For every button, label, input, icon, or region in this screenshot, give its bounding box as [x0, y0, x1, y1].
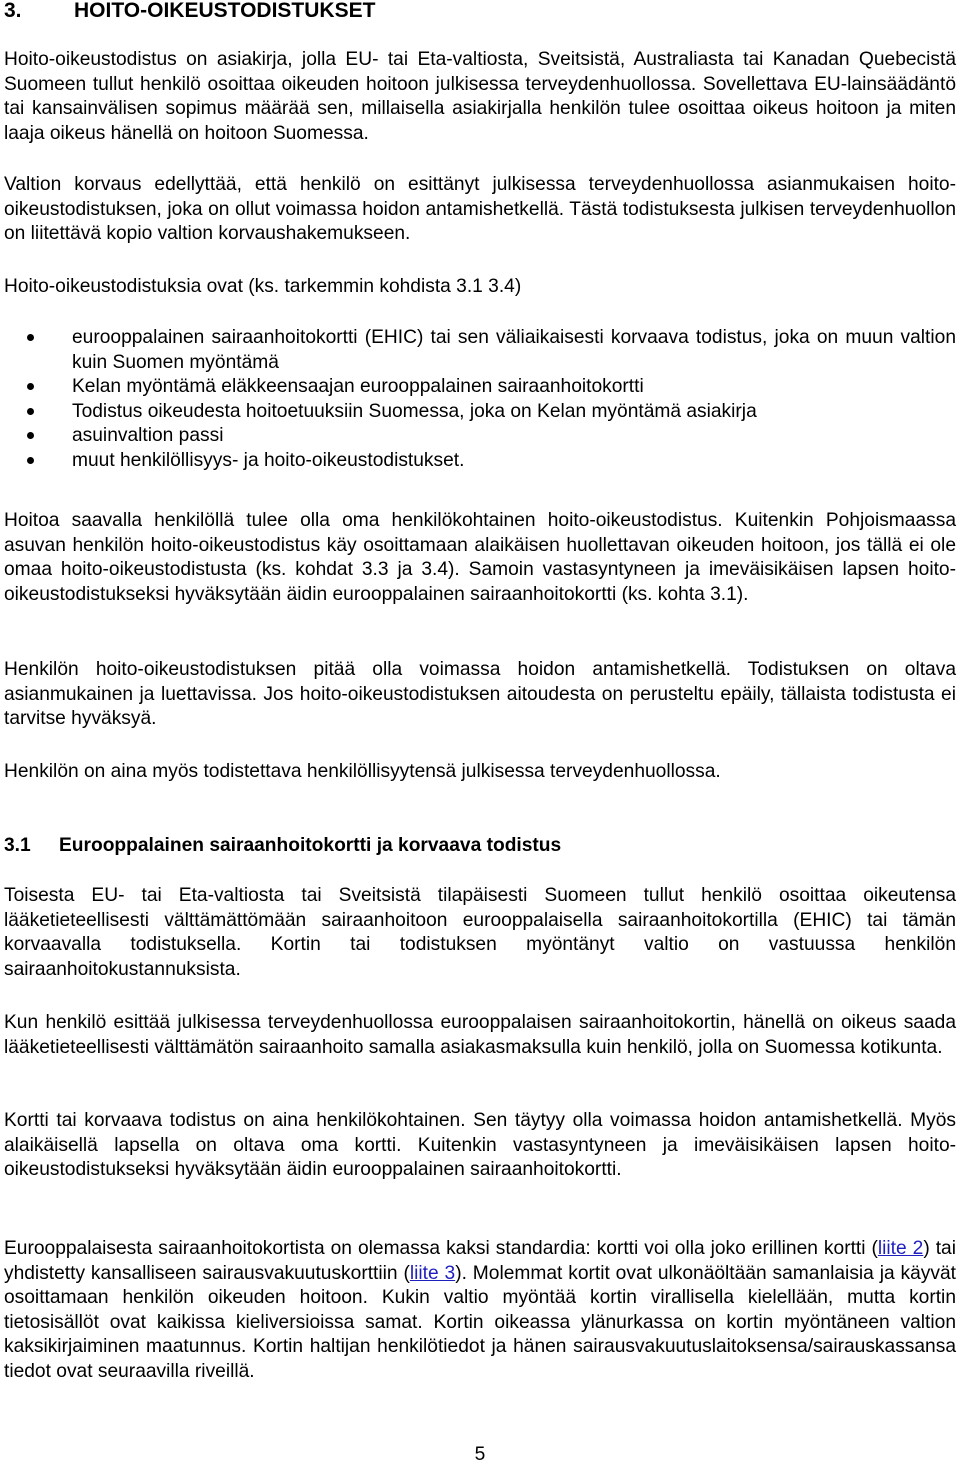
paragraph: Hoito-oikeustodistuksia ovat (ks. tarkemmin kohdista 3.1 3.4): [4, 276, 522, 297]
list-item: eurooppalainen sairaanhoitokortti (EHIC) tai sen väliaikaisesti korvaava todistus, joka on muun valtion kuin Suomen myöntämä: [4, 326, 956, 375]
paragraph: Kun henkilö esittää julkisessa terveydenhuollossa eurooppalaisen sairaanhoitokortin, hänellä on oikeus saada lääketieteellisesti välttämätön sairaanhoito samalla asiakasmaksulla kuin henkilö, jolla on Suomessa kotikunta.: [4, 1012, 956, 1058]
paragraph: Kortti tai korvaava todistus on aina henkilökohtainen. Sen täytyy olla voimassa hoidon antamishetkellä. Myös alaikäisellä lapsella on oltava oma kortti. Kuitenkin vastasyntyneen ja imeväisikäisen lapsen hoito-oikeustodistukseksi hyväksytään äidin eurooppalainen sairaanhoitokortti.: [4, 1110, 956, 1180]
section-number: 3.: [4, 0, 22, 22]
subsection-number: 3.1: [4, 835, 31, 856]
section-title: HOITO-OIKEUSTODISTUKSET: [74, 0, 376, 22]
list-item: asuinvaltion passi: [4, 424, 956, 449]
paragraph: Henkilön on aina myös todistettava henkilöllisyytensä julkisessa terveydenhuollossa.: [4, 761, 721, 782]
paragraph: Hoito-oikeustodistus on asiakirja, jolla EU- tai Eta-valtiosta, Sveitsistä, Australiasta tai Kanadan Quebecistä Suomeen tullut henkilö osoittaa oikeuden hoitoon julkisessa terveydenhuollossa. Sovellettava EU-lainsäädäntö tai kansainvälisen sopimus määrää sen, millaisella asiakirjalla henkilön tulee osoittaa oikeus hoitoon ja miten laaja oikeus hänellä on hoitoon Suomessa.: [4, 49, 956, 144]
text-run: Eurooppalaisesta sairaanhoitokortista on olemassa kaksi standardia: kortti voi olla joko erillinen kortti (: [4, 1238, 878, 1259]
paragraph: Hoitoa saavalla henkilöllä tulee olla oma henkilökohtainen hoito-oikeustodistus. Kuitenkin Pohjoismaassa asuvan henkilön hoito-oikeustodistus käy osoittamaan alaikäisen huollettavan oikeuden hoitoon, jos tällä ei ole omaa hoito-oikeustodistusta (ks. kohdat 3.3 ja 3.4). Samoin vastasyntyneen ja imeväisikäisen lapsen hoito-oikeustodistukseksi hyväksytään äidin eurooppalainen sairaanhoitokortti (ks. kohta 3.1).: [4, 510, 956, 605]
paragraph: Valtion korvaus edellyttää, että henkilö on esittänyt julkisessa terveydenhuollossa asianmukaisen hoito-oikeustodistuksen, joka on ollut voimassa hoidon antamishetkellä. Tästä todistuksesta julkisen terveydenhuollon on liitettävä kopio valtion korvaushakemukseen.: [4, 174, 956, 244]
appendix-link-liite-2[interactable]: liite 2: [877, 1238, 924, 1259]
list-item: Todistus oikeudesta hoitoetuuksiin Suomessa, joka on Kelan myöntämä asiakirja: [4, 400, 956, 425]
bullet-list: [4, 326, 956, 473]
paragraph: Toisesta EU- tai Eta-valtiosta tai Sveitsistä tilapäisesti Suomeen tullut henkilö osoittaa oikeutensa lääketieteellisesti välttämättömään sairaanhoitoon eurooppalaisella sairaanhoitokortilla (EHIC) tai tämän korvaavalla todistuksella. Kortin tai todistuksen myöntänyt valtio on vastuussa henkilön sairaanhoitokustannuksista.: [4, 885, 956, 980]
subsection-title: Eurooppalainen sairaanhoitokortti ja korvaava todistus: [59, 835, 562, 856]
section-heading: [4, 0, 375, 24]
list-item: Kelan myöntämä eläkkeensaajan eurooppalainen sairaanhoitokortti: [4, 375, 956, 400]
page-number: 5: [474, 1444, 486, 1465]
appendix-link-liite-3[interactable]: liite 3: [409, 1262, 456, 1284]
paragraph: Henkilön hoito-oikeustodistuksen pitää olla voimassa hoidon antamishetkellä. Todistuksen on oltava asianmukainen ja luettavissa. Jos hoito-oikeustodistuksen aitoudesta on perusteltu epäily, tällaista todistusta ei tarvitse hyväksyä.: [4, 659, 956, 729]
text-run: ). Molemmat kortit ovat ulkonäöltään samanlaisia ja käyvät osoittamaan henkilön oikeuden hoitoon. Kukin valtio myöntää kortin virallisella kielellään, mutta kortin tietosisällöt ovat kaikissa kieliversioissa samat. Kortin oikeassa ylänurkassa on kortin myöntäneen valtion kaksikirjaiminen maatunnus. Kortin haltijan henkilötiedot ja hänen sairausvakuutuslaitoksensa/sairauskassansa tiedot ovat seuraavilla riveillä.: [4, 1262, 956, 1382]
paragraph: [4, 1237, 956, 1384]
text-run: ) tai yhdistetty kansalliseen sairausvakuutuskorttiin (: [4, 1238, 956, 1284]
list-item: muut henkilöllisyys- ja hoito-oikeustodistukset.: [4, 449, 956, 474]
subsection-heading: [4, 834, 561, 858]
